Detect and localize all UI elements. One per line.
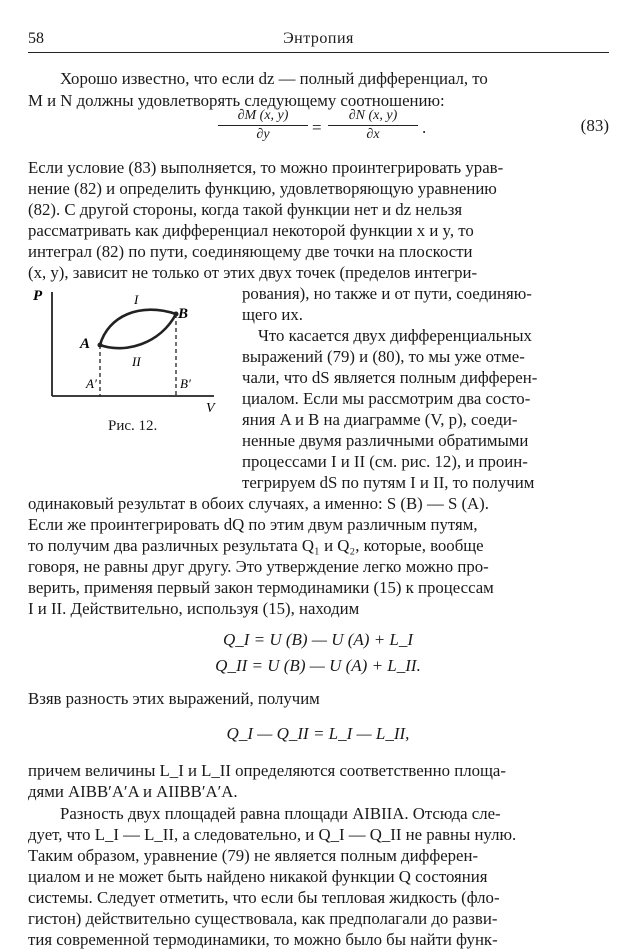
figure-pv-diagram	[30, 284, 230, 418]
equation-period: .	[422, 118, 427, 137]
point-a-label: A	[80, 336, 91, 352]
text-line: дует, что L_I — L_II, а следовательно, и Q_I — Q_II не равны нулю.	[28, 825, 517, 844]
text-line: циалом и не может быть найдено никакой функции Q состояния	[28, 867, 488, 886]
text-line: дями AIBB′A′A и AIIBB′A′A.	[28, 782, 238, 801]
text-line: (82). С другой стороны, когда такой функции нет и dz нельзя	[28, 200, 463, 219]
text-line: I и II. Действительно, используя (15), находим	[28, 599, 360, 618]
text-line: (x, y), зависит не только от этих двух точек (пределов интегри-	[28, 263, 478, 282]
point-a-dot	[98, 343, 103, 348]
text-line: Разность двух площадей равна площади AIBIIA. Отсюда сле-	[60, 804, 501, 823]
text-line: M и N должны удовлетворять следующему соотношению:	[28, 91, 445, 110]
text-line: ненные двумя различными обратимыми	[242, 431, 529, 450]
text-line: тия современной термодинамики, то можно было бы найти функ-	[28, 930, 498, 949]
equation-number: (83)	[580, 116, 609, 135]
text-line: рассматривать как дифференциал некоторой функции x и y, то	[28, 221, 474, 240]
text-line: гистон) действительно существовала, как предполагали до разви-	[28, 909, 498, 928]
fraction-rhs	[328, 108, 418, 143]
fraction-denominator: ∂y	[256, 127, 270, 142]
fraction-lhs	[218, 108, 308, 143]
text-line: Если условие (83) выполняется, то можно проинтегрировать урав-	[28, 158, 504, 177]
text-line: щего их.	[242, 305, 303, 324]
figure-caption: Рис. 12.	[108, 418, 158, 434]
text-line: говоря, не равны друг другу. Это утверждение легко можно про-	[28, 557, 489, 576]
text-line: рования), но также и от пути, соединяю-	[242, 284, 532, 303]
text-line: яния A и B на диаграмме (V, p), соеди-	[242, 410, 518, 429]
fraction-denominator: ∂x	[366, 127, 380, 142]
point-b-prime-label: B′	[180, 376, 191, 391]
text-line: Взяв разность этих выражений, получим	[28, 689, 320, 708]
axis-x-label: V	[206, 401, 215, 416]
text-line: тегрируем dS по путям I и II, то получим	[242, 473, 535, 492]
equation-difference: Q_I — Q_II = L_I — L_II,	[226, 724, 410, 743]
equation-q1: Q_I = U (B) — U (A) + L_I	[222, 630, 414, 649]
page-number: 58	[28, 30, 44, 47]
running-title: Энтропия	[283, 30, 354, 47]
axis-y-label: P	[33, 288, 43, 304]
text-line: Таким образом, уравнение (79) не является полным дифферен-	[28, 846, 479, 865]
page-header	[28, 30, 609, 50]
equation-q2: Q_II = U (B) — U (A) + L_II.	[215, 656, 421, 675]
text-line: чали, что dS является полным дифферен-	[242, 368, 538, 387]
point-b-label: B	[178, 306, 189, 322]
fraction-numerator: ∂M (x, y)	[218, 108, 308, 126]
text-line: одинаковый результат в обоих случаях, а именно: S (B) — S (A).	[28, 494, 489, 513]
text-line: циалом. Если мы рассмотрим два состо-	[242, 389, 531, 408]
text-line: нение (82) и определить функцию, удовлетворяющую уравнению	[28, 179, 497, 198]
fraction-numerator: ∂N (x, y)	[328, 108, 418, 126]
point-a-prime-label: A′	[86, 376, 97, 391]
text-line: верить, применяя первый закон термодинамики (15) к процессам	[28, 578, 494, 597]
path-lower-label: II	[132, 354, 141, 369]
equals-sign: =	[312, 118, 322, 137]
path-upper-label: I	[134, 292, 139, 307]
text-line: интеграл (82) по пути, соединяющему две точки на плоскости	[28, 242, 473, 261]
text-line: причем величины L_I и L_II определяются соответственно площа-	[28, 761, 506, 780]
path-upper-curve	[100, 310, 176, 345]
path-lower-curve	[100, 314, 176, 348]
text-line: системы. Следует отметить, что если бы тепловая жидкость (фло-	[28, 888, 500, 907]
text-line: Что касается двух дифференциальных	[258, 326, 532, 345]
header-rule	[28, 52, 609, 53]
equation-83	[0, 108, 637, 152]
text-line: Хорошо известно, что если dz — полный дифференциал, то	[60, 69, 488, 88]
text-line: процессами I и II (см. рис. 12), и проин-	[242, 452, 528, 471]
text-line: то получим два различных результата Q₁ и Q₂, которые, вообще	[28, 536, 484, 555]
text-line: выражений (79) и (80), то мы уже отме-	[242, 347, 525, 366]
text-line: Если же проинтегрировать dQ по этим двум различным путям,	[28, 515, 478, 534]
